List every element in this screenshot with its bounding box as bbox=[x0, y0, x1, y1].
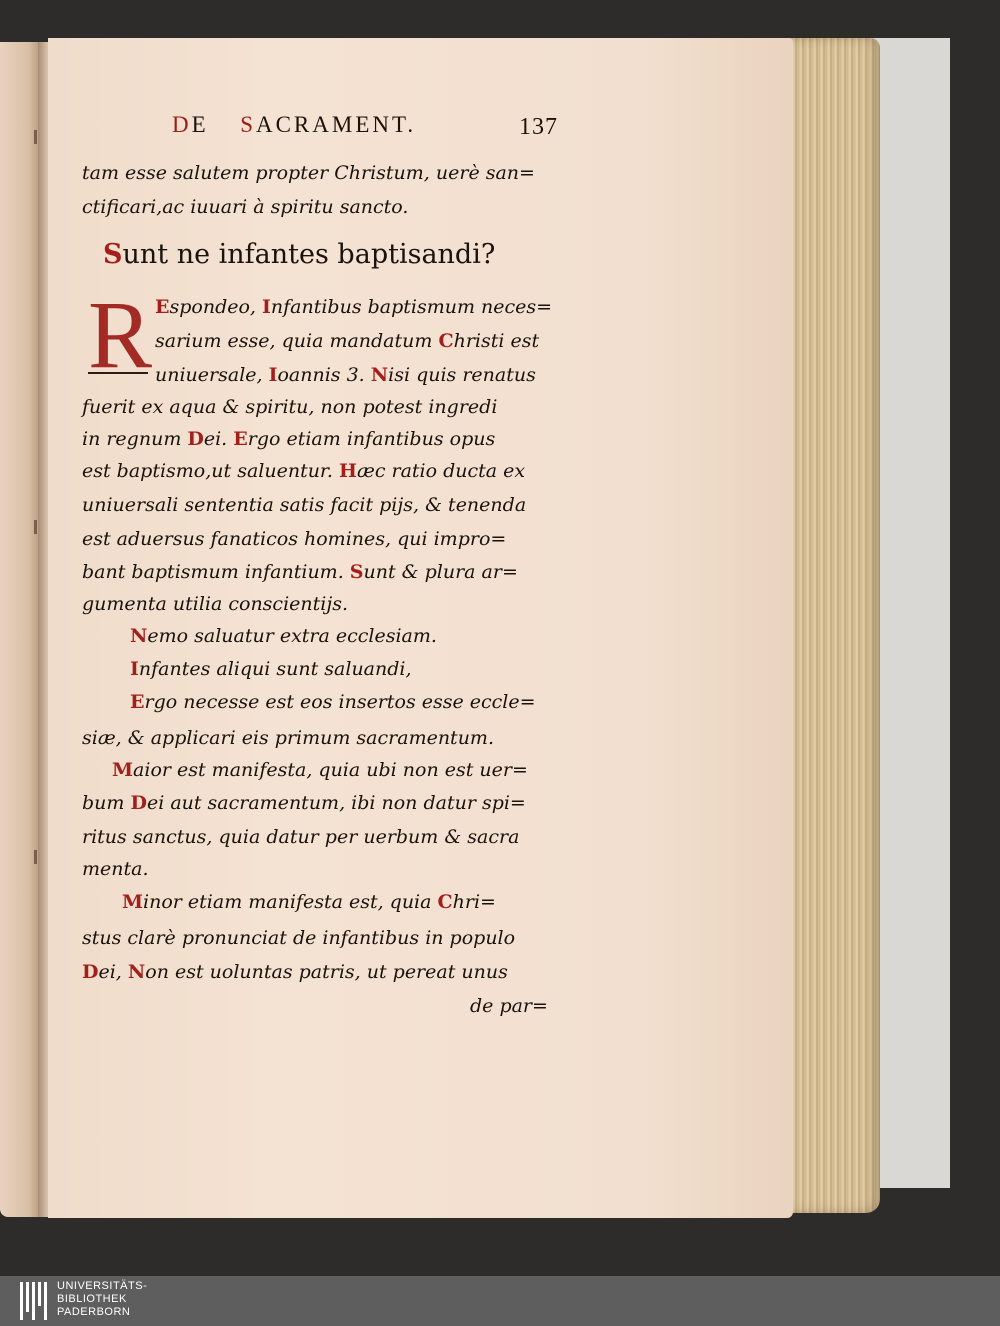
red-initial: D bbox=[130, 792, 147, 814]
line-text: bant baptismum infantium. bbox=[82, 561, 350, 583]
line-text: ei, bbox=[98, 961, 128, 983]
red-initial: M bbox=[122, 891, 144, 913]
text-line bbox=[155, 366, 635, 385]
line-text: aior est manifesta, quia ubi non est uer= bbox=[133, 759, 528, 781]
text-line: stus clarè pronunciat de infantibus in populo bbox=[82, 927, 516, 949]
text-line bbox=[82, 963, 562, 982]
line-text: spondeo, bbox=[169, 296, 262, 318]
line-text: est baptismo,ut saluentur. bbox=[82, 460, 340, 482]
red-initial: C bbox=[438, 330, 454, 352]
text-line bbox=[82, 430, 562, 449]
text-line bbox=[155, 298, 635, 317]
line-text: rgo etiam infantibus opus bbox=[247, 428, 496, 450]
text-line bbox=[130, 693, 610, 712]
catchword: de par= bbox=[470, 995, 548, 1017]
text-line bbox=[82, 794, 562, 813]
text-line: uniuersali sententia satis facit pijs, & tenenda bbox=[82, 494, 527, 516]
line-text: rgo necesse est eos insertos esse eccle= bbox=[144, 691, 536, 713]
running-header bbox=[172, 112, 572, 148]
red-initial: E bbox=[233, 428, 248, 450]
text-line: menta. bbox=[82, 858, 149, 880]
library-name-line: PADERBORN bbox=[57, 1306, 131, 1318]
library-name-line: UNIVERSITÄTS- bbox=[57, 1280, 148, 1292]
binding-thread-mark bbox=[34, 520, 37, 534]
text-line bbox=[112, 761, 592, 780]
heading-text: unt ne infantes baptisandi? bbox=[122, 239, 496, 270]
text-line bbox=[130, 627, 610, 646]
red-initial: S bbox=[349, 561, 364, 583]
line-text: in regnum bbox=[82, 428, 188, 450]
line-text: on est uoluntas patris, ut pereat unus bbox=[145, 961, 508, 983]
line-text: nfantibus baptismum neces= bbox=[270, 296, 553, 318]
line-text: hristi est bbox=[453, 330, 540, 352]
red-initial: N bbox=[130, 625, 148, 647]
red-initial: I bbox=[268, 364, 278, 386]
line-text: hri= bbox=[452, 891, 496, 913]
line-text: emo saluatur extra ecclesiam. bbox=[147, 625, 437, 647]
red-initial: D bbox=[187, 428, 204, 450]
left-page-edge bbox=[0, 42, 40, 1217]
line-text: oannis 3. bbox=[277, 364, 371, 386]
red-initial: I bbox=[130, 658, 139, 680]
line-text: uniuersale, bbox=[155, 364, 269, 386]
drop-cap-initial: R bbox=[88, 281, 153, 388]
library-name bbox=[57, 1280, 147, 1319]
red-initial: N bbox=[370, 364, 389, 386]
line-text: æc ratio ducta ex bbox=[356, 460, 526, 482]
header-initial-d: D bbox=[172, 112, 192, 137]
text-line: ritus sanctus, quia datur per uerbum & sacra bbox=[82, 826, 520, 848]
text-line: gumenta utilia conscientijs. bbox=[82, 593, 349, 615]
line-text: nfantes aliqui sunt saluandi, bbox=[138, 658, 412, 680]
red-initial: D bbox=[82, 961, 99, 983]
line-text: sarium esse, quia mandatum bbox=[155, 330, 439, 352]
text-line bbox=[122, 893, 602, 912]
text-line: ctificari,ac iuuari à spiritu sancto. bbox=[82, 196, 409, 218]
text-line: tam esse salutem propter Christum, uerè san= bbox=[82, 162, 535, 184]
text-line bbox=[82, 563, 562, 582]
binding-thread-mark bbox=[34, 130, 37, 144]
header-word-de: E bbox=[191, 112, 209, 137]
text-line: est aduersus fanaticos homines, qui impro= bbox=[82, 528, 507, 550]
heading-initial: S bbox=[103, 239, 123, 270]
line-text: isi quis renatus bbox=[388, 364, 536, 386]
red-initial: E bbox=[155, 296, 170, 318]
text-line: fuerit ex aqua & spiritu, non potest ingredi bbox=[82, 396, 498, 418]
text-line bbox=[155, 332, 635, 351]
text-line bbox=[82, 462, 562, 481]
library-logo-icon bbox=[20, 1282, 50, 1320]
library-footer-bar bbox=[0, 1276, 1000, 1326]
library-name-line: BIBLIOTHEK bbox=[57, 1293, 127, 1305]
red-initial: E bbox=[130, 691, 145, 713]
binding-thread-mark bbox=[34, 850, 37, 864]
red-initial: N bbox=[127, 961, 146, 983]
line-text: ei aut sacramentum, ibi non datur spi= bbox=[146, 792, 526, 814]
text-line bbox=[130, 660, 610, 679]
red-initial: M bbox=[112, 759, 134, 781]
page-number: 137 bbox=[519, 114, 558, 140]
line-text: unt & plura ar= bbox=[363, 561, 518, 583]
red-initial: H bbox=[339, 460, 357, 482]
red-initial: I bbox=[262, 296, 271, 318]
header-initial-s: S bbox=[240, 112, 256, 137]
section-heading bbox=[103, 239, 495, 270]
header-word-sacrament: ACRAMENT. bbox=[255, 112, 417, 137]
line-text: bum bbox=[82, 792, 131, 814]
line-text: ei. bbox=[203, 428, 234, 450]
line-text: inor etiam manifesta est, quia bbox=[143, 891, 438, 913]
red-initial: C bbox=[437, 891, 453, 913]
text-line: siæ, & applicari eis primum sacramentum. bbox=[82, 727, 494, 749]
